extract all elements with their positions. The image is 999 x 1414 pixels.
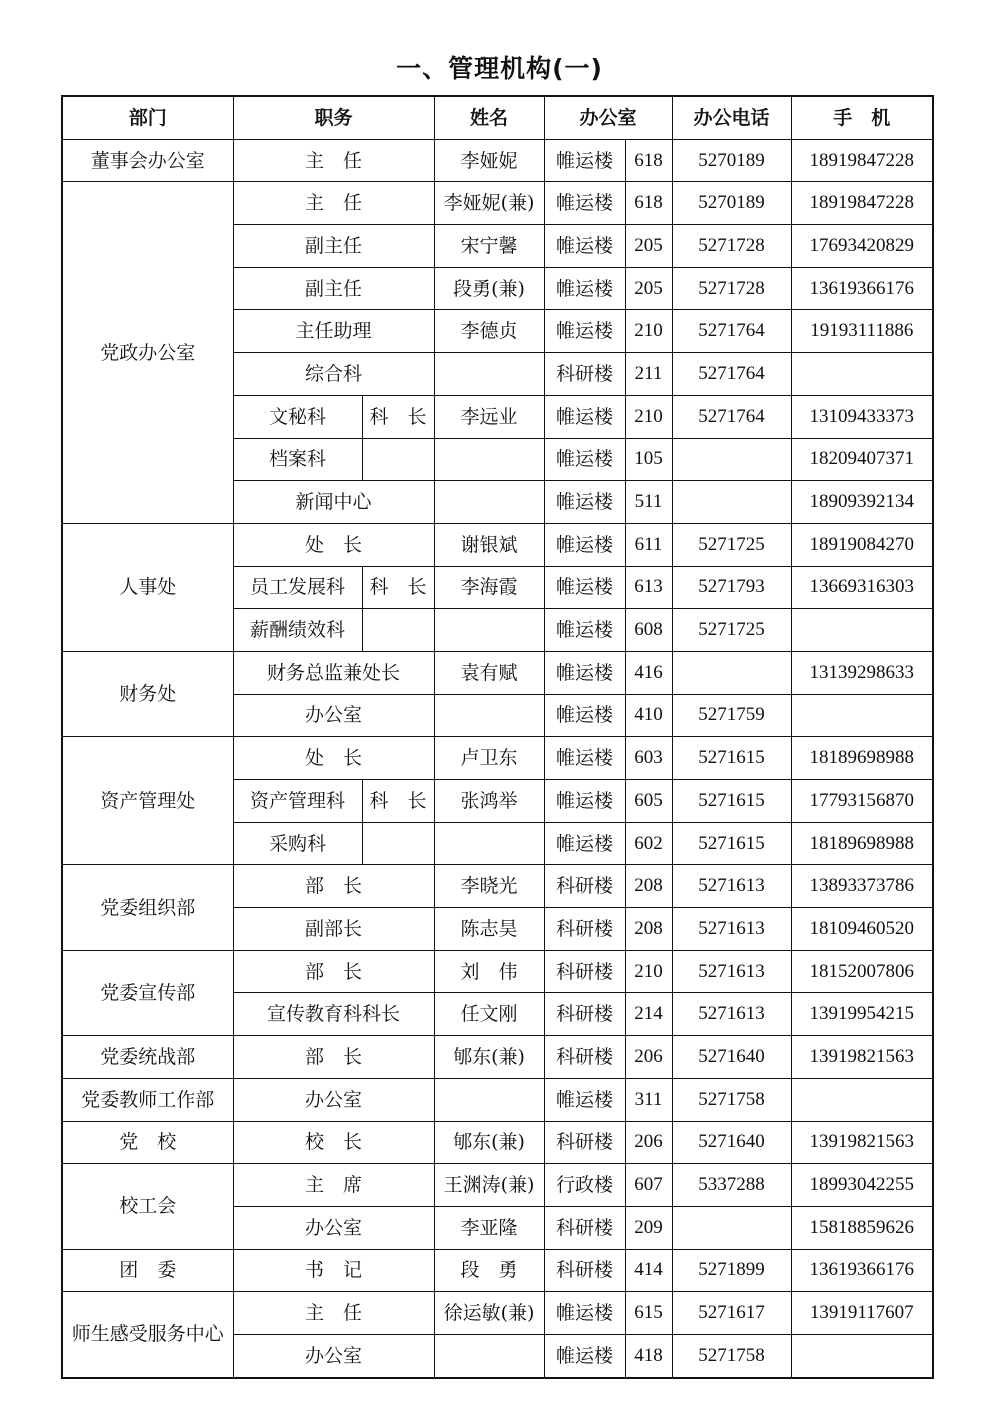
phone-cell: 5271613 <box>672 865 791 908</box>
table-row <box>62 1036 933 1079</box>
room-cell: 210 <box>625 395 672 438</box>
name-cell: 李亚隆 <box>434 1206 544 1249</box>
room-cell: 605 <box>625 780 672 823</box>
building-cell: 行政楼 <box>544 1164 625 1207</box>
room-cell: 414 <box>625 1249 672 1292</box>
phone-cell: 5271615 <box>672 822 791 865</box>
mobile-cell: 13919117607 <box>791 1292 933 1335</box>
building-cell: 帷运楼 <box>544 310 625 353</box>
table-row <box>62 950 933 993</box>
building-cell: 科研楼 <box>544 1036 625 1079</box>
building-cell: 帷运楼 <box>544 523 625 566</box>
name-cell <box>434 609 544 652</box>
table-row <box>62 651 933 694</box>
name-cell: 宋宁馨 <box>434 225 544 268</box>
building-cell: 科研楼 <box>544 908 625 951</box>
duty-cell: 部 长 <box>233 950 434 993</box>
name-cell: 陈志昊 <box>434 908 544 951</box>
duty-sub-cell <box>362 822 434 865</box>
duty-cell: 办公室 <box>233 694 434 737</box>
phone-cell: 5271613 <box>672 908 791 951</box>
name-cell: 李娅妮(兼) <box>434 182 544 225</box>
building-cell: 科研楼 <box>544 1249 625 1292</box>
room-cell: 210 <box>625 310 672 353</box>
mobile-cell: 18919847228 <box>791 182 933 225</box>
mobile-cell: 13109433373 <box>791 395 933 438</box>
name-cell <box>434 822 544 865</box>
building-cell: 科研楼 <box>544 865 625 908</box>
mobile-cell <box>791 609 933 652</box>
room-cell: 618 <box>625 139 672 182</box>
dept-cell: 财务处 <box>62 651 233 736</box>
table-row <box>62 523 933 566</box>
name-cell: 刘 伟 <box>434 950 544 993</box>
dept-cell: 人事处 <box>62 523 233 651</box>
duty-cell: 薪酬绩效科 <box>233 609 362 652</box>
mobile-cell: 18909392134 <box>791 481 933 524</box>
phone-cell: 5270189 <box>672 182 791 225</box>
phone-cell <box>672 438 791 481</box>
duty-cell: 主 席 <box>233 1164 434 1207</box>
building-cell: 帷运楼 <box>544 1292 625 1335</box>
mobile-cell: 13619366176 <box>791 267 933 310</box>
room-cell: 613 <box>625 566 672 609</box>
table-row <box>62 1121 933 1164</box>
room-cell: 602 <box>625 822 672 865</box>
room-cell: 608 <box>625 609 672 652</box>
duty-cell: 副部长 <box>233 908 434 951</box>
phone-cell: 5271725 <box>672 609 791 652</box>
mobile-cell <box>791 353 933 396</box>
room-cell: 206 <box>625 1036 672 1079</box>
phone-cell: 5271615 <box>672 737 791 780</box>
directory-body <box>62 139 933 1377</box>
duty-sub-cell <box>362 438 434 481</box>
name-cell: 卢卫东 <box>434 737 544 780</box>
header-mobile: 手 机 <box>791 96 933 139</box>
name-cell <box>434 438 544 481</box>
duty-cell: 文秘科 <box>233 395 362 438</box>
dept-cell: 党委组织部 <box>62 865 233 950</box>
phone-cell: 5271725 <box>672 523 791 566</box>
phone-cell: 5271613 <box>672 950 791 993</box>
duty-cell: 综合科 <box>233 353 434 396</box>
duty-sub-cell: 科 长 <box>362 566 434 609</box>
room-cell: 208 <box>625 865 672 908</box>
duty-cell: 员工发展科 <box>233 566 362 609</box>
name-cell: 郇东(兼) <box>434 1036 544 1079</box>
mobile-cell: 13139298633 <box>791 651 933 694</box>
phone-cell: 5271615 <box>672 780 791 823</box>
building-cell: 帷运楼 <box>544 182 625 225</box>
room-cell: 311 <box>625 1078 672 1121</box>
building-cell: 帷运楼 <box>544 267 625 310</box>
building-cell: 科研楼 <box>544 353 625 396</box>
building-cell: 帷运楼 <box>544 651 625 694</box>
building-cell: 帷运楼 <box>544 822 625 865</box>
header-row <box>62 96 933 139</box>
mobile-cell: 15818859626 <box>791 1206 933 1249</box>
name-cell: 李远业 <box>434 395 544 438</box>
duty-cell: 部 长 <box>233 865 434 908</box>
room-cell: 214 <box>625 993 672 1036</box>
mobile-cell: 18993042255 <box>791 1164 933 1207</box>
table-row <box>62 865 933 908</box>
mobile-cell: 17693420829 <box>791 225 933 268</box>
mobile-cell: 13919821563 <box>791 1121 933 1164</box>
phone-cell: 5270189 <box>672 139 791 182</box>
phone-cell: 5271764 <box>672 395 791 438</box>
building-cell: 科研楼 <box>544 993 625 1036</box>
name-cell <box>434 1334 544 1377</box>
mobile-cell <box>791 1078 933 1121</box>
phone-cell: 5271899 <box>672 1249 791 1292</box>
duty-cell: 办公室 <box>233 1334 434 1377</box>
name-cell: 段 勇 <box>434 1249 544 1292</box>
name-cell <box>434 353 544 396</box>
duty-cell: 主任助理 <box>233 310 434 353</box>
name-cell <box>434 694 544 737</box>
room-cell: 611 <box>625 523 672 566</box>
phone-cell: 5337288 <box>672 1164 791 1207</box>
table-row <box>62 1164 933 1207</box>
mobile-cell: 13619366176 <box>791 1249 933 1292</box>
building-cell: 帷运楼 <box>544 1078 625 1121</box>
room-cell: 618 <box>625 182 672 225</box>
mobile-cell: 18209407371 <box>791 438 933 481</box>
building-cell: 帷运楼 <box>544 481 625 524</box>
directory-table <box>61 95 934 1379</box>
duty-cell: 处 长 <box>233 523 434 566</box>
mobile-cell: 18919084270 <box>791 523 933 566</box>
duty-sub-cell <box>362 609 434 652</box>
header-name: 姓名 <box>434 96 544 139</box>
phone-cell: 5271758 <box>672 1078 791 1121</box>
room-cell: 615 <box>625 1292 672 1335</box>
phone-cell <box>672 651 791 694</box>
dept-cell: 党 校 <box>62 1121 233 1164</box>
header-office: 办公室 <box>544 96 672 139</box>
name-cell: 李娅妮 <box>434 139 544 182</box>
phone-cell: 5271640 <box>672 1036 791 1079</box>
room-cell: 511 <box>625 481 672 524</box>
building-cell: 帷运楼 <box>544 609 625 652</box>
duty-cell: 办公室 <box>233 1078 434 1121</box>
duty-cell: 部 长 <box>233 1036 434 1079</box>
room-cell: 418 <box>625 1334 672 1377</box>
mobile-cell: 13919954215 <box>791 993 933 1036</box>
duty-cell: 书 记 <box>233 1249 434 1292</box>
room-cell: 105 <box>625 438 672 481</box>
duty-cell: 采购科 <box>233 822 362 865</box>
duty-sub-cell: 科 长 <box>362 395 434 438</box>
building-cell: 科研楼 <box>544 1121 625 1164</box>
duty-cell: 主 任 <box>233 182 434 225</box>
phone-cell: 5271758 <box>672 1334 791 1377</box>
name-cell: 谢银斌 <box>434 523 544 566</box>
table-row <box>62 182 933 225</box>
mobile-cell: 13919821563 <box>791 1036 933 1079</box>
name-cell: 张鸿举 <box>434 780 544 823</box>
name-cell: 李晓光 <box>434 865 544 908</box>
dept-cell: 校工会 <box>62 1164 233 1249</box>
table-row <box>62 1078 933 1121</box>
table-row <box>62 1292 933 1335</box>
mobile-cell: 13893373786 <box>791 865 933 908</box>
duty-cell: 校 长 <box>233 1121 434 1164</box>
name-cell: 郇东(兼) <box>434 1121 544 1164</box>
building-cell: 帷运楼 <box>544 395 625 438</box>
building-cell: 帷运楼 <box>544 566 625 609</box>
header-dept: 部门 <box>62 96 233 139</box>
name-cell: 李德贞 <box>434 310 544 353</box>
name-cell: 袁有赋 <box>434 651 544 694</box>
room-cell: 209 <box>625 1206 672 1249</box>
name-cell: 任文刚 <box>434 993 544 1036</box>
phone-cell: 5271617 <box>672 1292 791 1335</box>
building-cell: 帷运楼 <box>544 694 625 737</box>
duty-cell: 副主任 <box>233 267 434 310</box>
building-cell: 科研楼 <box>544 1206 625 1249</box>
room-cell: 205 <box>625 225 672 268</box>
phone-cell: 5271728 <box>672 267 791 310</box>
name-cell: 徐运敏(兼) <box>434 1292 544 1335</box>
duty-cell: 档案科 <box>233 438 362 481</box>
building-cell: 帷运楼 <box>544 139 625 182</box>
mobile-cell: 13669316303 <box>791 566 933 609</box>
mobile-cell: 18109460520 <box>791 908 933 951</box>
room-cell: 410 <box>625 694 672 737</box>
room-cell: 208 <box>625 908 672 951</box>
duty-sub-cell: 科 长 <box>362 780 434 823</box>
building-cell: 帷运楼 <box>544 737 625 780</box>
name-cell: 王渊涛(兼) <box>434 1164 544 1207</box>
table-row <box>62 139 933 182</box>
name-cell: 段勇(兼) <box>434 267 544 310</box>
building-cell: 帷运楼 <box>544 780 625 823</box>
phone-cell <box>672 481 791 524</box>
room-cell: 206 <box>625 1121 672 1164</box>
phone-cell: 5271764 <box>672 310 791 353</box>
table-row <box>62 1249 933 1292</box>
mobile-cell: 17793156870 <box>791 780 933 823</box>
dept-cell: 资产管理处 <box>62 737 233 865</box>
dept-cell: 党委统战部 <box>62 1036 233 1079</box>
mobile-cell: 19193111886 <box>791 310 933 353</box>
dept-cell: 党政办公室 <box>62 182 233 524</box>
phone-cell: 5271759 <box>672 694 791 737</box>
duty-cell: 资产管理科 <box>233 780 362 823</box>
phone-cell: 5271793 <box>672 566 791 609</box>
building-cell: 帷运楼 <box>544 225 625 268</box>
duty-cell: 新闻中心 <box>233 481 434 524</box>
mobile-cell: 18189698988 <box>791 737 933 780</box>
room-cell: 205 <box>625 267 672 310</box>
dept-cell: 董事会办公室 <box>62 139 233 182</box>
room-cell: 607 <box>625 1164 672 1207</box>
page-title: 一、管理机构(一) <box>396 54 603 83</box>
dept-cell: 党委教师工作部 <box>62 1078 233 1121</box>
phone-cell: 5271640 <box>672 1121 791 1164</box>
building-cell: 帷运楼 <box>544 438 625 481</box>
room-cell: 210 <box>625 950 672 993</box>
room-cell: 603 <box>625 737 672 780</box>
duty-cell: 主 任 <box>233 1292 434 1335</box>
phone-cell <box>672 1206 791 1249</box>
mobile-cell <box>791 1334 933 1377</box>
name-cell <box>434 1078 544 1121</box>
phone-cell: 5271613 <box>672 993 791 1036</box>
mobile-cell <box>791 694 933 737</box>
room-cell: 211 <box>625 353 672 396</box>
header-phone: 办公电话 <box>672 96 791 139</box>
building-cell: 科研楼 <box>544 950 625 993</box>
duty-cell: 处 长 <box>233 737 434 780</box>
header-duty: 职务 <box>233 96 434 139</box>
dept-cell: 师生感受服务中心 <box>62 1292 233 1378</box>
duty-cell: 财务总监兼处长 <box>233 651 434 694</box>
mobile-cell: 18919847228 <box>791 139 933 182</box>
mobile-cell: 18152007806 <box>791 950 933 993</box>
duty-cell: 副主任 <box>233 225 434 268</box>
name-cell <box>434 481 544 524</box>
phone-cell: 5271764 <box>672 353 791 396</box>
duty-cell: 主 任 <box>233 139 434 182</box>
room-cell: 416 <box>625 651 672 694</box>
building-cell: 帷运楼 <box>544 1334 625 1377</box>
dept-cell: 团 委 <box>62 1249 233 1292</box>
table-row <box>62 737 933 780</box>
duty-cell: 办公室 <box>233 1206 434 1249</box>
mobile-cell: 18189698988 <box>791 822 933 865</box>
phone-cell: 5271728 <box>672 225 791 268</box>
name-cell: 李海霞 <box>434 566 544 609</box>
dept-cell: 党委宣传部 <box>62 950 233 1035</box>
duty-cell: 宣传教育科科长 <box>233 993 434 1036</box>
